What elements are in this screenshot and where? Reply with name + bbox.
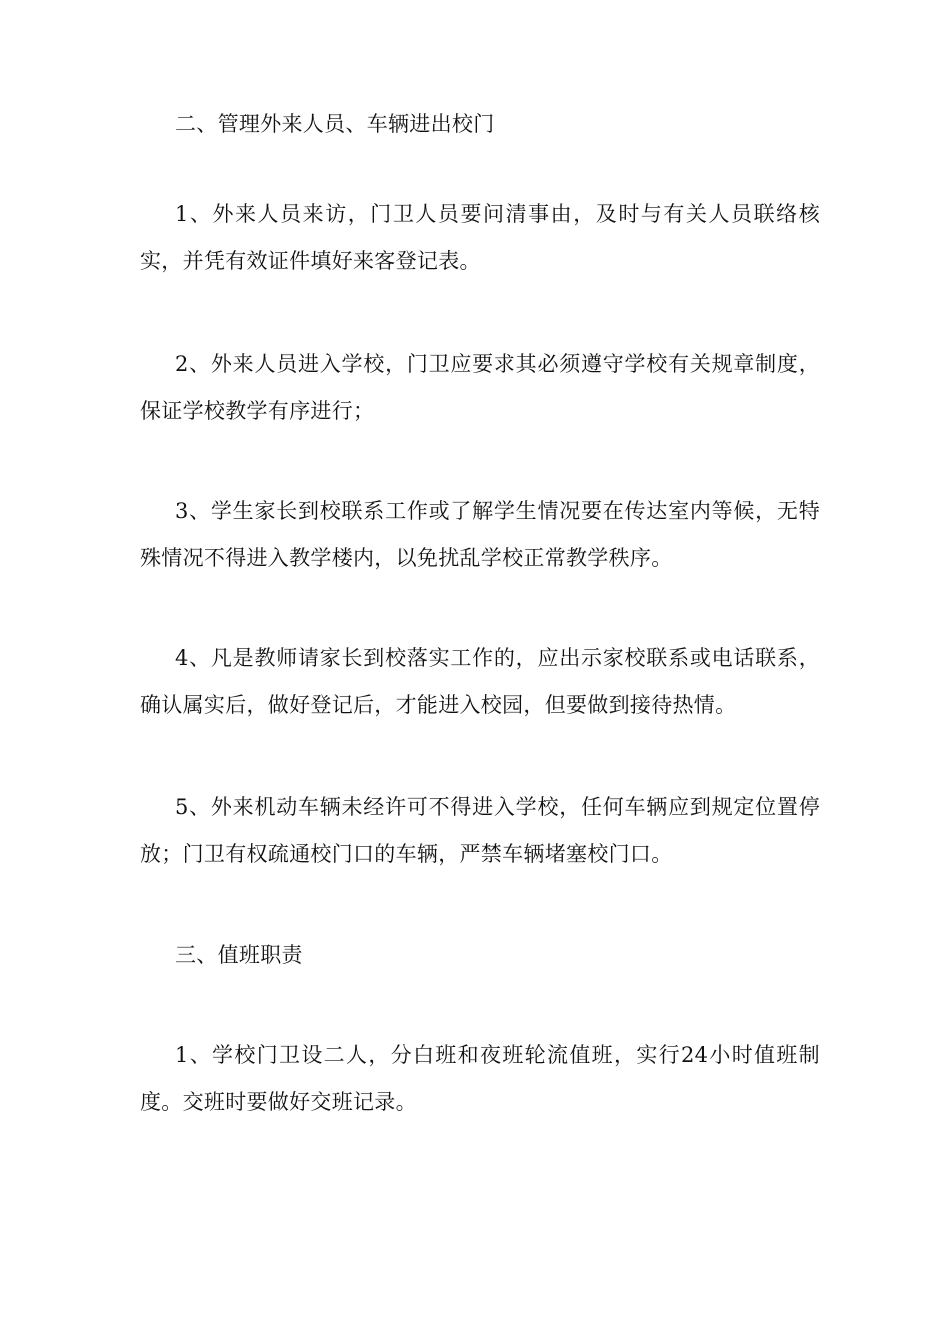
paragraph-2-1: 1、外来人员来访，门卫人员要问清事由，及时与有关人员联络核实，并凭有效证件填好来客登记表。 [140, 202, 820, 273]
paragraph-2-2: 2、外来人员进入学校，门卫应要求其必须遵守学校有关规章制度，保证学校教学有序进行； [140, 352, 820, 423]
paragraph-2-5: 5、外来机动车辆未经许可不得进入学校，任何车辆应到规定位置停放；门卫有权疏通校门口的车辆，严禁车辆堵塞校门口。 [140, 795, 820, 866]
paragraph-3-1: 1、学校门卫设二人，分白班和夜班轮流值班，实行24小时值班制度。交班时要做好交班记录。 [140, 1043, 820, 1114]
paragraph-2-4: 4、凡是教师请家长到校落实工作的，应出示家校联系或电话联系，确认属实后，做好登记后，才能进入校园，但要做到接待热情。 [140, 646, 820, 717]
section-heading-2: 二、管理外来人员、车辆进出校门 [175, 112, 495, 136]
paragraph-2-3: 3、学生家长到校联系工作或了解学生情况要在传达室内等候，无特殊情况不得进入教学楼内，以免扰乱学校正常教学秩序。 [140, 499, 820, 570]
section-heading-3: 三、值班职责 [175, 943, 303, 967]
